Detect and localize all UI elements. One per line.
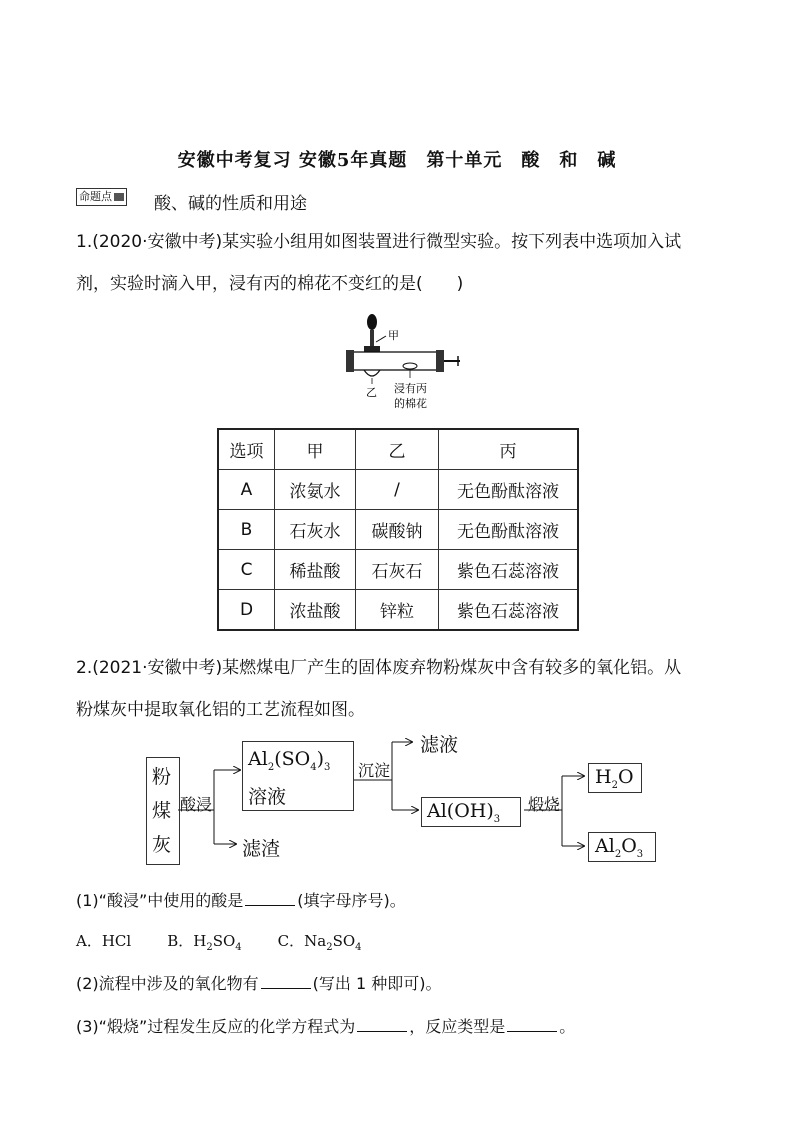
flow-box-hydroxide xyxy=(421,797,521,827)
table-cell: D xyxy=(218,590,275,631)
label-yi: 乙 xyxy=(366,386,377,399)
answer-blank[interactable] xyxy=(261,987,311,989)
header-cell: 丙 xyxy=(439,429,579,470)
table-cell: 无色酚酞溶液 xyxy=(439,470,579,510)
badge-number-icon xyxy=(114,193,124,201)
formula-part: ) xyxy=(316,748,324,770)
sub3-text: (3)“煅烧”过程发生反应的化学方程式为 xyxy=(76,1017,356,1036)
sub-question-2 xyxy=(76,971,442,994)
choice-sub: 2 xyxy=(326,942,333,953)
table-cell: 石灰水 xyxy=(275,510,356,550)
choice-sub: 2 xyxy=(206,942,213,953)
flow-box-oxide xyxy=(588,832,656,862)
q1-line1: 1.(2020·安徽中考)某实验小组用如图装置进行微型实验。按下列表中选项加入试 xyxy=(76,232,682,252)
choices-line xyxy=(76,930,362,953)
choice-b xyxy=(167,932,242,953)
q2-line2: 粉煤灰中提取氧化铝的工艺流程如图。 xyxy=(76,700,365,720)
flow-box-solution xyxy=(242,741,354,811)
choice-a: A．HCl xyxy=(76,932,132,950)
left-cap xyxy=(346,350,354,372)
table-cell: 石灰石 xyxy=(356,550,439,590)
table-cell: / xyxy=(356,470,439,510)
label-acid-leach: 酸浸 xyxy=(180,795,213,814)
choice-sub: 4 xyxy=(355,942,362,953)
sub-question-1 xyxy=(76,888,406,911)
fly-ash-char: 灰 xyxy=(152,834,172,856)
sub-question-3 xyxy=(76,1014,575,1037)
oxide-formula xyxy=(595,835,643,860)
table-row xyxy=(218,470,578,510)
dropper-bulb xyxy=(367,314,377,330)
dropper-stem xyxy=(370,330,374,348)
table-cell: A xyxy=(218,470,275,510)
table-cell: 紫色石蕊溶液 xyxy=(439,590,579,631)
solution-formula xyxy=(248,748,330,773)
solution-word: 溶液 xyxy=(248,786,287,808)
badge-label: 命题点 xyxy=(79,190,112,203)
table-cell: 浓氨水 xyxy=(275,470,356,510)
sub2-text: (2)流程中涉及的氧化物有 xyxy=(76,974,259,993)
choice-part: B．H xyxy=(167,932,207,950)
table-cell: 碳酸钠 xyxy=(356,510,439,550)
reaction-well xyxy=(364,370,380,376)
table-cell: B xyxy=(218,510,275,550)
table-cell: 紫色石蕊溶液 xyxy=(439,550,579,590)
choice-part: C．Na xyxy=(277,932,327,950)
sub2-end: (写出 1 种即可)。 xyxy=(312,974,442,993)
answer-blank[interactable] xyxy=(507,1030,557,1032)
table-row xyxy=(218,590,578,631)
choice-sub: 4 xyxy=(235,942,242,953)
header-cell: 乙 xyxy=(356,429,439,470)
choice-part: SO xyxy=(332,932,356,950)
fly-ash-char: 煤 xyxy=(152,800,172,822)
formula-part: Al xyxy=(248,748,268,770)
formula-part: Al(OH) xyxy=(427,800,494,822)
right-cap xyxy=(436,350,444,372)
topic-heading: 酸、碱的性质和用途 xyxy=(154,194,307,214)
formula-sub: 3 xyxy=(493,813,501,825)
q1-line2: 剂，实验时滴入甲，浸有丙的棉花不变红的是( ) xyxy=(76,274,464,294)
table-cell: C xyxy=(218,550,275,590)
apparatus-figure xyxy=(340,312,470,416)
sub3-mid: ，反应类型是 xyxy=(409,1017,506,1036)
page-title: 安徽中考复习 安徽5年真题 第十单元 酸 和 碱 xyxy=(177,150,617,171)
header-cell: 选项 xyxy=(218,429,275,470)
table-header-row xyxy=(218,429,578,470)
table-cell: 浓盐酸 xyxy=(275,590,356,631)
label-precipitate: 沉淀 xyxy=(358,761,391,780)
formula-part: Al xyxy=(595,835,615,857)
q2-line1: 2.(2021·安徽中考)某燃煤电厂产生的固体废弃物粉煤灰中含有较多的氧化铝。从 xyxy=(76,658,682,678)
header-cell: 甲 xyxy=(275,429,356,470)
label-cotton-2: 的棉花 xyxy=(394,397,427,410)
formula-part: (SO xyxy=(274,748,311,770)
answer-blank[interactable] xyxy=(357,1030,407,1032)
formula-part: O xyxy=(621,835,637,857)
sub1-end: (填字母序号)。 xyxy=(297,891,406,910)
flow-box-fly-ash xyxy=(146,757,180,865)
topic-badge xyxy=(76,188,127,206)
table-cell: 稀盐酸 xyxy=(275,550,356,590)
formula-sub: 2 xyxy=(611,779,618,791)
options-table xyxy=(217,428,579,631)
formula-sub: 3 xyxy=(636,848,644,860)
label-calcine: 煅烧 xyxy=(528,795,561,814)
formula-part: H xyxy=(595,766,612,788)
formula-part: O xyxy=(617,766,634,788)
choice-c xyxy=(277,932,362,953)
formula-sub: 2 xyxy=(267,761,275,773)
hydroxide-formula xyxy=(427,800,500,825)
label-cotton-1: 浸有丙 xyxy=(394,382,427,395)
stopper xyxy=(364,346,380,352)
table-row xyxy=(218,510,578,550)
formula-sub: 3 xyxy=(324,761,331,773)
sub1-text: (1)“酸浸”中使用的酸是 xyxy=(76,891,244,910)
fly-ash-char: 粉 xyxy=(152,766,172,788)
label-jia: 甲 xyxy=(388,329,399,342)
sub3-end: 。 xyxy=(559,1017,576,1036)
choice-part: SO xyxy=(212,932,236,950)
answer-blank[interactable] xyxy=(245,904,295,906)
formula-sub: 2 xyxy=(614,848,622,860)
table-cell: 无色酚酞溶液 xyxy=(439,510,579,550)
flow-box-water xyxy=(588,763,642,793)
label-residue: 滤渣 xyxy=(242,838,281,860)
table-row xyxy=(218,550,578,590)
table-cell: 锌粒 xyxy=(356,590,439,631)
water-formula xyxy=(595,766,634,791)
glass-tube xyxy=(350,352,440,370)
label-filtrate: 滤液 xyxy=(420,734,459,756)
cotton xyxy=(403,363,417,369)
formula-sub: 4 xyxy=(310,761,317,773)
jia-pointer xyxy=(376,336,386,342)
